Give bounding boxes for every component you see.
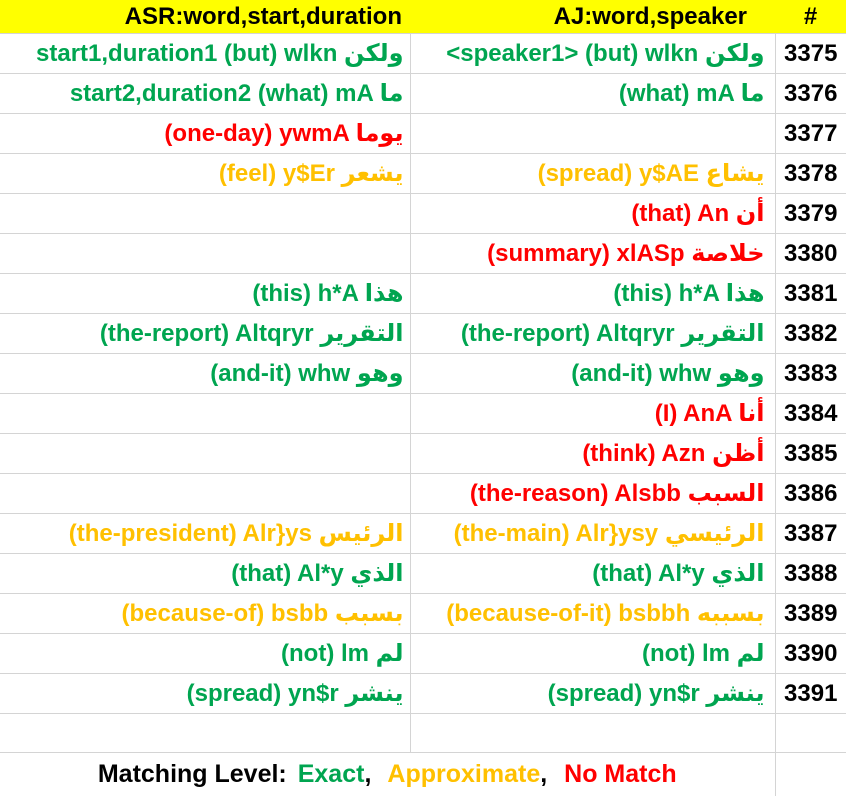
header-row	[0, 0, 846, 34]
asr-cell[interactable]	[0, 714, 410, 753]
row-number-cell[interactable]: 3388	[775, 554, 846, 594]
asr-cell[interactable]: (spread) yn$r ينشر	[0, 674, 410, 714]
legend-label: Matching Level:	[98, 760, 287, 788]
aj-cell[interactable]	[410, 114, 775, 154]
row-number-cell[interactable]: 3391	[775, 674, 846, 714]
number-column-header[interactable]: #	[775, 0, 846, 34]
row-number-cell[interactable]	[775, 714, 846, 753]
aj-cell[interactable]: (I) AnA أنا	[410, 394, 775, 434]
aj-cell[interactable]	[410, 714, 775, 753]
asr-cell[interactable]: start2,duration2 (what) mA ما	[0, 74, 410, 114]
asr-cell[interactable]: (and-it) whw وهو	[0, 354, 410, 394]
aj-cell[interactable]: (spread) yn$r ينشر	[410, 674, 775, 714]
table-row	[0, 354, 846, 394]
table-row	[0, 34, 846, 74]
row-number-cell[interactable]: 3389	[775, 594, 846, 634]
aj-cell[interactable]: (what) mA ما	[410, 74, 775, 114]
aj-cell[interactable]: (summary) xlASp خلاصة	[410, 234, 775, 274]
legend-separator: ,	[364, 760, 371, 788]
table-row	[0, 634, 846, 674]
table-row	[0, 594, 846, 634]
table-row	[0, 234, 846, 274]
asr-cell[interactable]	[0, 474, 410, 514]
row-number-cell[interactable]: 3376	[775, 74, 846, 114]
asr-cell[interactable]	[0, 434, 410, 474]
aj-column-header[interactable]: AJ:word,speaker	[410, 0, 775, 34]
row-number-cell[interactable]: 3379	[775, 194, 846, 234]
asr-cell[interactable]: (one-day) ywmA يوما	[0, 114, 410, 154]
table-body	[0, 34, 846, 753]
legend-exact: Exact	[298, 760, 365, 788]
asr-cell[interactable]: start1,duration1 (but) wlkn ولكن	[0, 34, 410, 74]
table-row	[0, 74, 846, 114]
row-number-cell[interactable]: 3377	[775, 114, 846, 154]
table-row	[0, 434, 846, 474]
table-footer	[0, 753, 846, 796]
row-number-cell[interactable]: 3378	[775, 154, 846, 194]
legend-separator: ,	[540, 760, 547, 788]
legend-number-cell[interactable]	[775, 753, 846, 796]
table-row	[0, 554, 846, 594]
aj-cell[interactable]: (spread) y$AE يشاع	[410, 154, 775, 194]
aj-cell[interactable]: (the-main) Alr}ysy الرئيسي	[410, 514, 775, 554]
legend-no-match: No Match	[564, 760, 677, 788]
aj-cell[interactable]: <speaker1> (but) wlkn ولكن	[410, 34, 775, 74]
row-number-cell[interactable]: 3387	[775, 514, 846, 554]
row-number-cell[interactable]: 3382	[775, 314, 846, 354]
table-row	[0, 314, 846, 354]
row-number-cell[interactable]: 3385	[775, 434, 846, 474]
table-row	[0, 194, 846, 234]
asr-column-header[interactable]: ASR:word,start,duration	[0, 0, 410, 34]
row-number-cell[interactable]: 3375	[775, 34, 846, 74]
asr-cell[interactable]: (the-president) Alr}ys الرئيس	[0, 514, 410, 554]
asr-cell[interactable]	[0, 394, 410, 434]
legend-cell[interactable]	[0, 753, 775, 796]
table-row	[0, 514, 846, 554]
legend-approximate: Approximate	[387, 760, 540, 788]
asr-cell[interactable]: (feel) y$Er يشعر	[0, 154, 410, 194]
row-number-cell[interactable]: 3390	[775, 634, 846, 674]
asr-cell[interactable]	[0, 234, 410, 274]
aj-cell[interactable]: (think) Azn أظن	[410, 434, 775, 474]
legend-row	[0, 753, 846, 796]
aj-cell[interactable]: (and-it) whw وهو	[410, 354, 775, 394]
row-number-cell[interactable]: 3384	[775, 394, 846, 434]
aj-cell[interactable]: (because-of-it) bsbbh بسببه	[410, 594, 775, 634]
asr-cell[interactable]: (this) h*A هذا	[0, 274, 410, 314]
row-number-cell[interactable]: 3386	[775, 474, 846, 514]
table-row	[0, 394, 846, 434]
table-row	[0, 274, 846, 314]
row-number-cell[interactable]: 3381	[775, 274, 846, 314]
table-row	[0, 674, 846, 714]
row-number-cell[interactable]: 3383	[775, 354, 846, 394]
table-row	[0, 114, 846, 154]
asr-cell[interactable]: (the-report) Altqryr التقرير	[0, 314, 410, 354]
row-number-cell[interactable]: 3380	[775, 234, 846, 274]
aj-cell[interactable]: (that) An أن	[410, 194, 775, 234]
asr-cell[interactable]	[0, 194, 410, 234]
aj-cell[interactable]: (this) h*A هذا	[410, 274, 775, 314]
aj-cell[interactable]: (the-reason) Alsbb السبب	[410, 474, 775, 514]
asr-cell[interactable]: (not) lm لم	[0, 634, 410, 674]
asr-cell[interactable]: (that) Al*y الذي	[0, 554, 410, 594]
table-row	[0, 714, 846, 753]
table-header	[0, 0, 846, 34]
table-row	[0, 154, 846, 194]
aj-cell[interactable]: (the-report) Altqryr التقرير	[410, 314, 775, 354]
asr-cell[interactable]: (because-of) bsbb بسبب	[0, 594, 410, 634]
table-row	[0, 474, 846, 514]
aj-cell[interactable]: (that) Al*y الذي	[410, 554, 775, 594]
aj-cell[interactable]: (not) lm لم	[410, 634, 775, 674]
